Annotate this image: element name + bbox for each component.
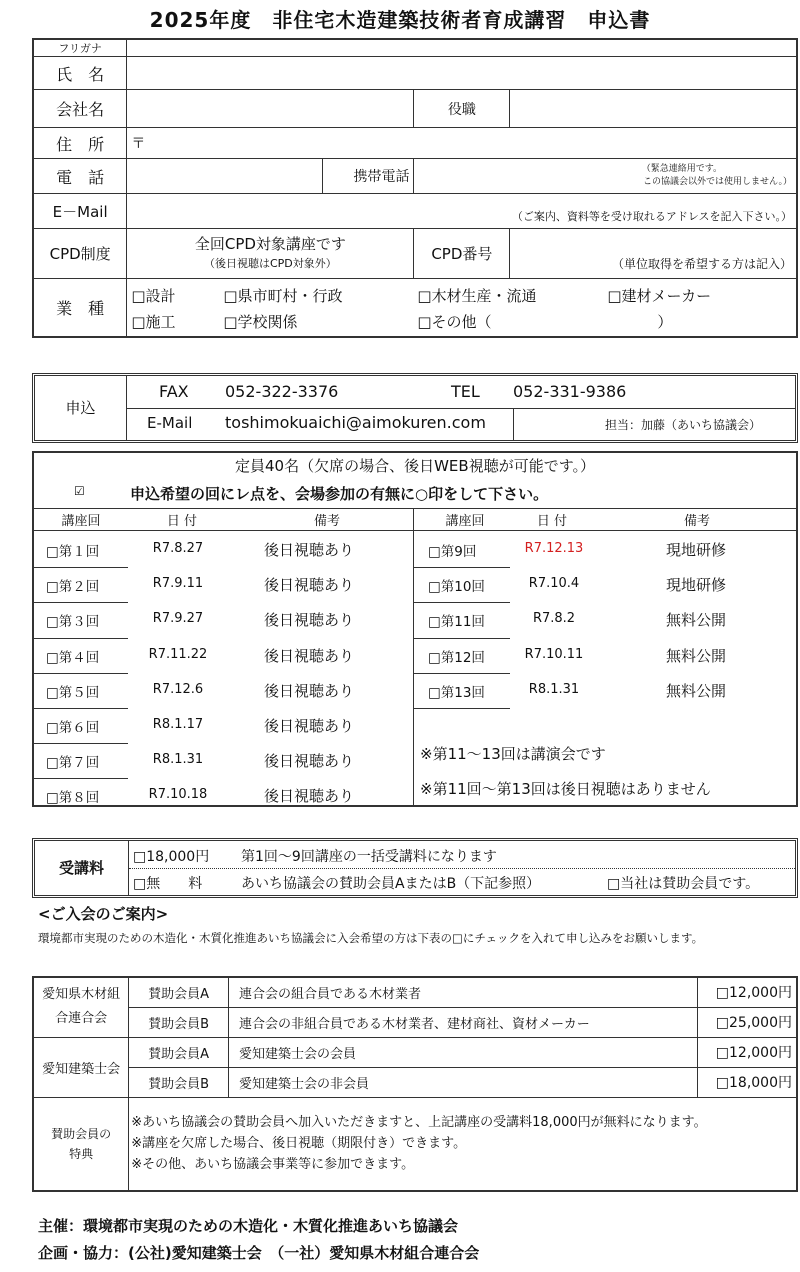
session-row (32, 708, 413, 743)
org-wood-union: 愛知県木材組合連合会 (33, 977, 129, 1037)
session-note: 後日視聴あり (264, 541, 355, 559)
session-note: 無料公開 (666, 646, 727, 665)
fee-option-paid-desc: 第1回～9回講座の一括受講料になります (241, 849, 497, 865)
session-date: R8.1.31 (528, 681, 580, 697)
member-price-checkbox[interactable]: □12,000円 (697, 977, 797, 1007)
mobile-note-2: この協議会以外では使用しません。） (642, 177, 792, 187)
furigana-label: フリガナ (33, 39, 127, 57)
session-date: R7.10.11 (524, 646, 584, 662)
phone-label: 電 話 (33, 159, 127, 194)
session-note: 後日視聴あり (264, 681, 355, 700)
cpd-all-text: 全回CPD対象講座です (194, 234, 346, 253)
member-type: 賛助会員B (129, 1007, 229, 1037)
session-checkbox[interactable]: □第５回 (46, 684, 100, 701)
session-row (414, 638, 798, 673)
session-row (32, 778, 413, 813)
member-price-checkbox[interactable]: □12,000円 (697, 1037, 797, 1067)
session-note: 現地研修 (666, 541, 727, 559)
apply-box (32, 373, 798, 443)
position-label: 役職 (414, 90, 510, 128)
cpd-number-note: （単位取得を希望する方は記入） (611, 257, 792, 271)
member-desc: 連合会の非組合員である木材業者、建材商社、資材メーカー (228, 1007, 697, 1037)
benefit-1: ※あいち協議会の賛助会員へ加入いただきますと、上記講座の受講料18,000円が無料になります。 (131, 1115, 707, 1131)
session-row (414, 532, 798, 567)
session-date: R8.1.31 (152, 752, 204, 768)
session-date: R7.9.27 (152, 611, 204, 627)
session-checkbox[interactable]: □第11回 (428, 614, 485, 631)
header-session-right: 講座回 (445, 514, 485, 529)
member-type: 賛助会員A (129, 1037, 229, 1067)
header-date-right: 日 付 (536, 514, 568, 529)
member-type: 賛助会員B (129, 1067, 229, 1097)
industry-other-checkbox[interactable]: □その他（ (417, 313, 492, 332)
session-date: R7.12.6 (152, 681, 204, 697)
session-note: 後日視聴あり (264, 576, 355, 595)
cpd-note: （後日視聴はCPD対象外） (203, 256, 337, 270)
member-desc: 連合会の組合員である木材業者 (228, 977, 697, 1007)
furigana-field[interactable] (127, 39, 797, 57)
benefit-label-1: 賛助会員の (51, 1126, 112, 1141)
fee-option-free[interactable]: □無 料 (133, 876, 203, 892)
apply-label: 申込 (35, 376, 127, 440)
header-note-left: 備考 (313, 514, 340, 529)
header-date-left: 日 付 (166, 514, 198, 529)
industry-design-checkbox[interactable]: □設計 (131, 287, 176, 306)
contact-person: 担当：加藤（あいち協議会） (605, 418, 762, 432)
session-note-2: ※第11回～第13回は後日視聴はありません (420, 780, 711, 798)
session-note: 無料公開 (666, 681, 727, 700)
session-row (32, 567, 413, 602)
email-label: E－Mail (33, 194, 127, 229)
session-checkbox[interactable]: □第８回 (46, 790, 100, 807)
session-date: R7.12.13 (524, 541, 584, 556)
benefit-2: ※講座を欠席した場合、後日視聴（期限付き）できます。 (131, 1136, 467, 1152)
address-field[interactable]: 〒 (127, 128, 797, 159)
benefit-3: ※その他、あいち協議会事業等に参加できます。 (131, 1157, 415, 1173)
fax-number: 052-322-3376 (225, 382, 339, 401)
industry-school-checkbox[interactable]: □学校関係 (223, 313, 298, 332)
industry-maker-checkbox[interactable]: □建材メーカー (607, 287, 712, 306)
tel-label: TEL (451, 382, 480, 401)
session-note: 後日視聴あり (264, 717, 355, 735)
benefit-label-2: 特典 (69, 1146, 94, 1161)
position-field[interactable] (510, 90, 797, 128)
session-checkbox[interactable]: □第３回 (46, 614, 100, 631)
membership-intro: 環境都市実現のための木造化・木質化推進あいち協議会に入会希望の方は下表の□にチェックを入れて申し込みをお願いします。 (38, 931, 704, 945)
session-date: R8.1.17 (152, 717, 204, 732)
session-date: R7.10.18 (148, 787, 208, 803)
member-desc: 愛知建築士会の非会員 (228, 1067, 697, 1097)
session-checkbox[interactable]: □第13回 (428, 684, 485, 701)
session-note-1: ※第11～13回は講演会です (420, 745, 606, 763)
page-title: 2025年度 非住宅木造建築技術者育成講習 申込書 (149, 8, 651, 32)
session-date: R7.8.2 (532, 611, 576, 627)
session-note: 後日視聴あり (264, 646, 355, 665)
session-checkbox[interactable]: □第10回 (428, 579, 485, 596)
check-mark-icon: ☑ (74, 484, 85, 498)
address-label: 住 所 (33, 128, 127, 159)
session-checkbox[interactable]: □第１回 (46, 544, 100, 560)
email-contact-label: E-Mail (147, 414, 193, 432)
fax-label: FAX (159, 382, 189, 401)
member-checkbox[interactable]: □当社は賛助会員です。 (607, 876, 760, 892)
member-desc: 愛知建築士会の会員 (228, 1037, 697, 1067)
header-note-right: 備考 (683, 514, 710, 529)
industry-government-checkbox[interactable]: □県市町村・行政 (223, 287, 343, 306)
fee-label: 受講料 (35, 841, 129, 895)
host-organization: 主催：環境都市実現のための木造化・木質化推進あいち協議会 (38, 1217, 459, 1235)
session-checkbox[interactable]: □第７回 (46, 755, 100, 772)
session-checkbox[interactable]: □第６回 (46, 720, 100, 736)
name-label: 氏 名 (33, 57, 127, 90)
membership-table (32, 976, 798, 1192)
name-field[interactable] (127, 57, 797, 90)
session-checkbox[interactable]: □第４回 (46, 649, 100, 666)
phone-field[interactable] (127, 159, 322, 194)
company-field[interactable] (127, 90, 414, 128)
tel-number: 052-331-9386 (513, 382, 627, 401)
cpd-number-label: CPD番号 (414, 229, 510, 279)
session-row (32, 532, 413, 567)
session-date: R7.10.4 (528, 576, 580, 592)
session-note: 後日視聴あり (264, 787, 355, 806)
membership-heading: <ご入会のご案内> (38, 905, 169, 923)
email-note: （ご案内、資料等を受け取れるアドレスを記入下さい。） (511, 210, 792, 223)
session-row (414, 673, 798, 708)
email-address[interactable]: toshimokuaichi@aimokuren.com (225, 413, 486, 432)
session-row (414, 602, 798, 637)
industry-wood-checkbox[interactable]: □木材生産・流通 (417, 287, 537, 306)
org-architects: 愛知建築士会 (33, 1037, 129, 1097)
session-date: R7.8.27 (152, 541, 204, 556)
session-row (32, 638, 413, 673)
fee-box (32, 838, 798, 898)
session-row (32, 673, 413, 708)
planning-organization: 企画・協力：(公社)愛知建築士会 （一社）愛知県木材組合連合会 (38, 1244, 480, 1262)
fee-option-free-desc: あいち協議会の賛助会員AまたはB（下記参照） (241, 876, 541, 892)
member-price-checkbox[interactable]: □18,000円 (697, 1067, 797, 1097)
session-row (32, 602, 413, 637)
member-price-checkbox[interactable]: □25,000円 (697, 1007, 797, 1037)
session-instruction: 申込希望の回にレ点を、会場参加の有無に○印をして下さい。 (130, 485, 549, 503)
mobile-note-1: （緊急連絡用です。 (641, 164, 722, 174)
mobile-label: 携帯電話 (322, 159, 414, 194)
company-label: 会社名 (33, 90, 127, 128)
session-checkbox[interactable]: □第12回 (428, 649, 485, 666)
header-session-left: 講座回 (61, 514, 101, 529)
session-row (414, 567, 798, 602)
session-date: R7.11.22 (148, 646, 208, 662)
session-date: R7.9.11 (152, 576, 204, 592)
session-note: 後日視聴あり (264, 752, 355, 771)
capacity-text: 定員40名（欠席の場合、後日WEB視聴が可能です。） (235, 457, 595, 475)
industry-construction-checkbox[interactable]: □施工 (131, 313, 176, 332)
industry-label: 業 種 (33, 279, 127, 337)
session-note: 現地研修 (666, 576, 727, 595)
session-note: 後日視聴あり (264, 611, 355, 630)
session-note: 無料公開 (666, 611, 727, 630)
industry-other-close: ） (657, 313, 673, 332)
registration-form (32, 38, 798, 338)
session-checkbox[interactable]: □第２回 (46, 579, 100, 596)
session-row (32, 743, 413, 778)
member-type: 賛助会員A (129, 977, 229, 1007)
fee-option-paid[interactable]: □18,000円 (133, 849, 210, 865)
session-checkbox[interactable]: □第9回 (428, 544, 477, 560)
cpd-label: CPD制度 (33, 229, 127, 279)
